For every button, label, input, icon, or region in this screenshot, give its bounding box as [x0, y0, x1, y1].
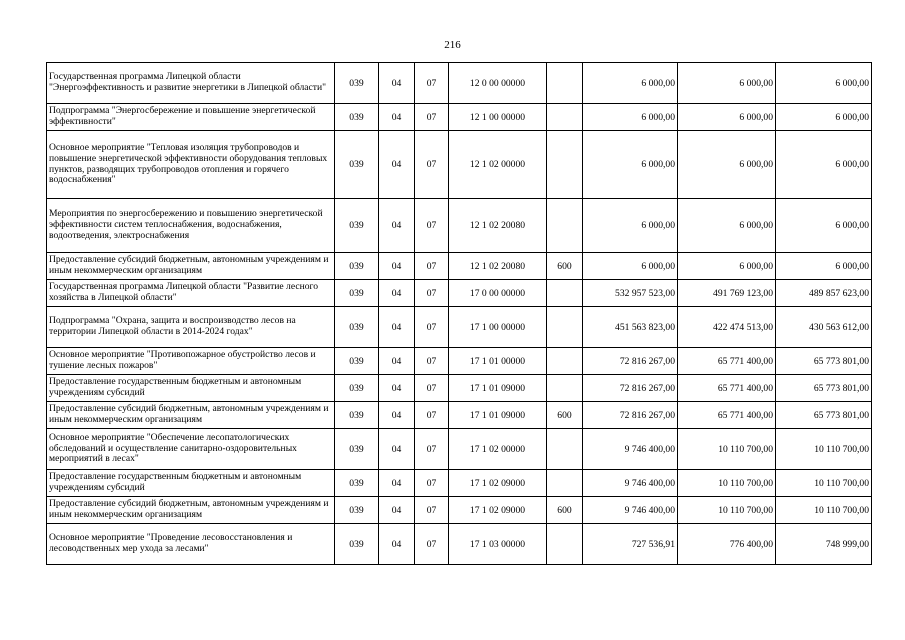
- target-article: 12 1 00 00000: [449, 104, 547, 131]
- section-code: 04: [379, 307, 415, 348]
- amount-year-2: 6 000,00: [678, 253, 776, 280]
- amount-year-1: 6 000,00: [583, 131, 678, 199]
- amount-year-2: 10 110 700,00: [678, 470, 776, 497]
- table-row: [47, 348, 872, 375]
- table-row: [47, 524, 872, 565]
- expense-type: 600: [547, 402, 583, 429]
- amount-year-2: 6 000,00: [678, 63, 776, 104]
- amount-year-3: 6 000,00: [776, 199, 872, 253]
- row-name: Основное мероприятие "Обеспечение лесопатологических обследований и осуществление санитарно-оздоровительных мероприятий в лесах": [47, 429, 335, 470]
- row-name: Основное мероприятие "Проведение лесовосстановления и лесоводственных мер ухода за лесами": [47, 524, 335, 565]
- expense-type: [547, 63, 583, 104]
- row-name: Государственная программа Липецкой области "Энергоэффективность и развитие энергетики в Липецкой области": [47, 63, 335, 104]
- row-name: Предоставление государственным бюджетным и автономным учреждениям субсидий: [47, 470, 335, 497]
- section-code: 04: [379, 470, 415, 497]
- amount-year-1: 72 816 267,00: [583, 375, 678, 402]
- target-article: 17 1 00 00000: [449, 307, 547, 348]
- row-name: Мероприятия по энергосбережению и повышению энергетической эффективности систем теплоснабжения, водоснабжения, водоотведения, электроснабжения: [47, 199, 335, 253]
- subsection-code: 07: [415, 280, 449, 307]
- expense-type: [547, 280, 583, 307]
- expense-type: [547, 524, 583, 565]
- section-code: 04: [379, 375, 415, 402]
- expense-type: [547, 104, 583, 131]
- section-code: 04: [379, 524, 415, 565]
- section-code: 04: [379, 497, 415, 524]
- row-name: Подпрограмма "Охрана, защита и воспроизводство лесов на территории Липецкой области в 2014-2024 годах": [47, 307, 335, 348]
- target-article: 17 1 02 00000: [449, 429, 547, 470]
- target-article: 17 0 00 00000: [449, 280, 547, 307]
- amount-year-1: 6 000,00: [583, 199, 678, 253]
- ministry-code: 039: [335, 470, 379, 497]
- amount-year-2: 6 000,00: [678, 131, 776, 199]
- row-name: Основное мероприятие "Тепловая изоляция трубопроводов и повышение энергетической эффективности оборудования тепловых пунктов, разводящих трубопроводов отопления и горячего водоснабжения": [47, 131, 335, 199]
- section-code: 04: [379, 429, 415, 470]
- target-article: 17 1 02 09000: [449, 470, 547, 497]
- amount-year-2: 491 769 123,00: [678, 280, 776, 307]
- amount-year-2: 422 474 513,00: [678, 307, 776, 348]
- amount-year-1: 9 746 400,00: [583, 497, 678, 524]
- amount-year-1: 72 816 267,00: [583, 402, 678, 429]
- section-code: 04: [379, 253, 415, 280]
- table-row: [47, 280, 872, 307]
- amount-year-1: 451 563 823,00: [583, 307, 678, 348]
- expense-type: [547, 375, 583, 402]
- table-row: [47, 375, 872, 402]
- amount-year-1: 532 957 523,00: [583, 280, 678, 307]
- amount-year-1: 6 000,00: [583, 253, 678, 280]
- table-row: [47, 307, 872, 348]
- table-row: [47, 63, 872, 104]
- subsection-code: 07: [415, 375, 449, 402]
- amount-year-2: 10 110 700,00: [678, 497, 776, 524]
- expense-type: [547, 131, 583, 199]
- amount-year-2: 65 771 400,00: [678, 402, 776, 429]
- section-code: 04: [379, 280, 415, 307]
- section-code: 04: [379, 63, 415, 104]
- subsection-code: 07: [415, 253, 449, 280]
- budget-table: [46, 62, 872, 565]
- ministry-code: 039: [335, 131, 379, 199]
- amount-year-3: 65 773 801,00: [776, 348, 872, 375]
- target-article: 17 1 01 00000: [449, 348, 547, 375]
- ministry-code: 039: [335, 348, 379, 375]
- amount-year-1: 9 746 400,00: [583, 429, 678, 470]
- section-code: 04: [379, 348, 415, 375]
- row-name: Основное мероприятие "Противопожарное обустройство лесов и тушение лесных пожаров": [47, 348, 335, 375]
- target-article: 12 1 02 20080: [449, 199, 547, 253]
- row-name: Подпрограмма "Энергосбережение и повышение энергетической эффективности": [47, 104, 335, 131]
- ministry-code: 039: [335, 280, 379, 307]
- target-article: 12 1 02 20080: [449, 253, 547, 280]
- table-body: [47, 63, 872, 565]
- subsection-code: 07: [415, 131, 449, 199]
- amount-year-1: 6 000,00: [583, 104, 678, 131]
- section-code: 04: [379, 104, 415, 131]
- table-row: [47, 402, 872, 429]
- row-name: Предоставление субсидий бюджетным, автономным учреждениям и иным некоммерческим организациям: [47, 402, 335, 429]
- amount-year-3: 65 773 801,00: [776, 402, 872, 429]
- ministry-code: 039: [335, 307, 379, 348]
- expense-type: 600: [547, 497, 583, 524]
- section-code: 04: [379, 402, 415, 429]
- ministry-code: 039: [335, 199, 379, 253]
- amount-year-3: 6 000,00: [776, 63, 872, 104]
- target-article: 12 1 02 00000: [449, 131, 547, 199]
- amount-year-1: 6 000,00: [583, 63, 678, 104]
- expense-type: 600: [547, 253, 583, 280]
- subsection-code: 07: [415, 63, 449, 104]
- amount-year-2: 776 400,00: [678, 524, 776, 565]
- row-name: Предоставление субсидий бюджетным, автономным учреждениям и иным некоммерческим организациям: [47, 253, 335, 280]
- amount-year-3: 6 000,00: [776, 104, 872, 131]
- target-article: 12 0 00 00000: [449, 63, 547, 104]
- amount-year-1: 9 746 400,00: [583, 470, 678, 497]
- amount-year-2: 6 000,00: [678, 199, 776, 253]
- page-number: 216: [444, 39, 461, 51]
- expense-type: [547, 348, 583, 375]
- subsection-code: 07: [415, 199, 449, 253]
- amount-year-2: 6 000,00: [678, 104, 776, 131]
- ministry-code: 039: [335, 429, 379, 470]
- amount-year-2: 10 110 700,00: [678, 429, 776, 470]
- table-row: [47, 497, 872, 524]
- table-row: [47, 104, 872, 131]
- table-row: [47, 253, 872, 280]
- ministry-code: 039: [335, 375, 379, 402]
- target-article: 17 1 01 09000: [449, 402, 547, 429]
- table-row: [47, 429, 872, 470]
- amount-year-3: 489 857 623,00: [776, 280, 872, 307]
- section-code: 04: [379, 131, 415, 199]
- row-name: Предоставление государственным бюджетным и автономным учреждениям субсидий: [47, 375, 335, 402]
- expense-type: [547, 470, 583, 497]
- amount-year-3: 10 110 700,00: [776, 429, 872, 470]
- subsection-code: 07: [415, 104, 449, 131]
- subsection-code: 07: [415, 307, 449, 348]
- subsection-code: 07: [415, 497, 449, 524]
- expense-type: [547, 199, 583, 253]
- ministry-code: 039: [335, 63, 379, 104]
- ministry-code: 039: [335, 253, 379, 280]
- amount-year-2: 65 771 400,00: [678, 348, 776, 375]
- subsection-code: 07: [415, 470, 449, 497]
- table-row: [47, 199, 872, 253]
- subsection-code: 07: [415, 429, 449, 470]
- subsection-code: 07: [415, 524, 449, 565]
- amount-year-1: 72 816 267,00: [583, 348, 678, 375]
- amount-year-3: 6 000,00: [776, 131, 872, 199]
- expense-type: [547, 429, 583, 470]
- amount-year-3: 10 110 700,00: [776, 470, 872, 497]
- amount-year-3: 65 773 801,00: [776, 375, 872, 402]
- amount-year-3: 430 563 612,00: [776, 307, 872, 348]
- section-code: 04: [379, 199, 415, 253]
- target-article: 17 1 03 00000: [449, 524, 547, 565]
- amount-year-3: 10 110 700,00: [776, 497, 872, 524]
- row-name: Государственная программа Липецкой области "Развитие лесного хозяйства в Липецкой области": [47, 280, 335, 307]
- ministry-code: 039: [335, 104, 379, 131]
- table-row: [47, 131, 872, 199]
- subsection-code: 07: [415, 402, 449, 429]
- amount-year-1: 727 536,91: [583, 524, 678, 565]
- amount-year-3: 6 000,00: [776, 253, 872, 280]
- ministry-code: 039: [335, 524, 379, 565]
- amount-year-3: 748 999,00: [776, 524, 872, 565]
- ministry-code: 039: [335, 402, 379, 429]
- subsection-code: 07: [415, 348, 449, 375]
- table-row: [47, 470, 872, 497]
- expense-type: [547, 307, 583, 348]
- target-article: 17 1 02 09000: [449, 497, 547, 524]
- target-article: 17 1 01 09000: [449, 375, 547, 402]
- row-name: Предоставление субсидий бюджетным, автономным учреждениям и иным некоммерческим организациям: [47, 497, 335, 524]
- amount-year-2: 65 771 400,00: [678, 375, 776, 402]
- ministry-code: 039: [335, 497, 379, 524]
